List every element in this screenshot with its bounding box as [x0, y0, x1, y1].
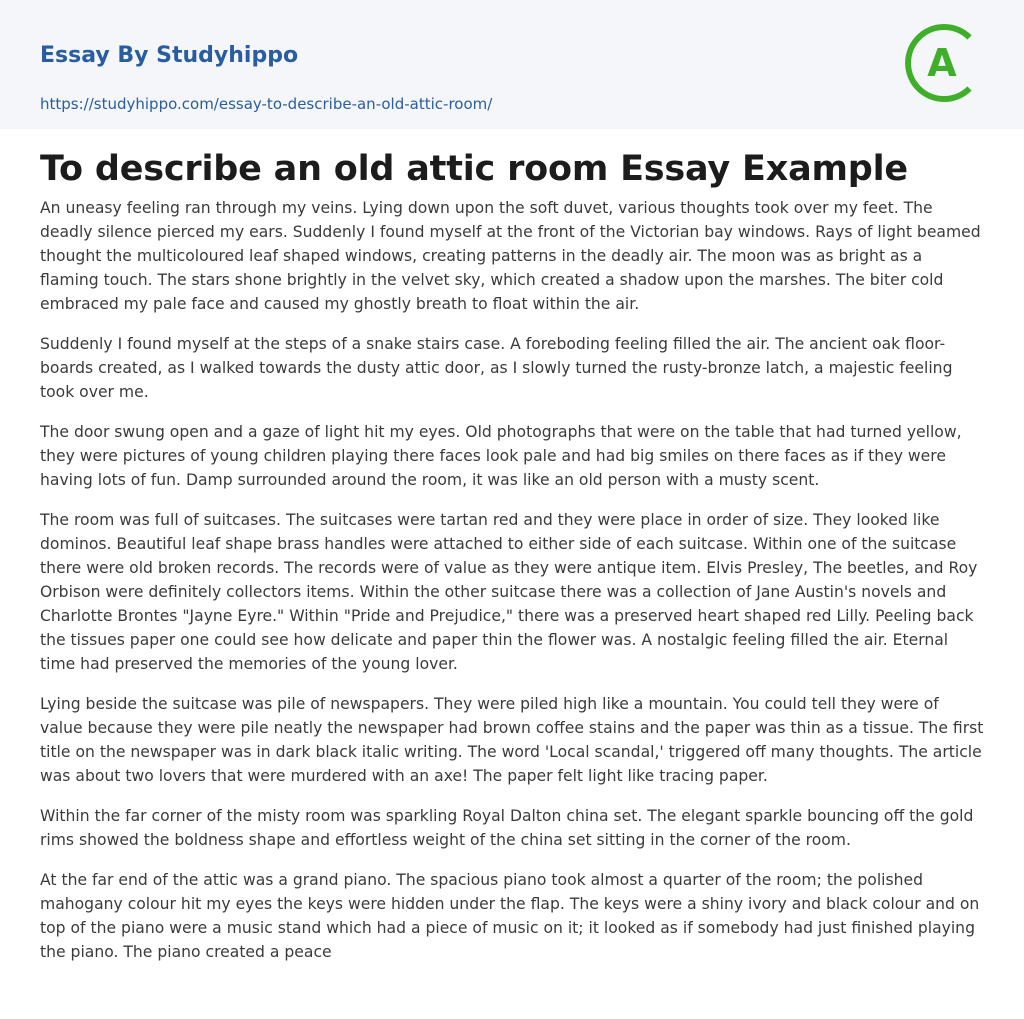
essay-paragraph: At the far end of the attic was a grand piano. The spacious piano took almost a quarter of the room; the polished mahogany colour hit my eyes the keys were hidden under the flap. The keys were a shiny ivory and black colour and on top of the piano were a music stand which had a piece of music on it; it looked as if somebody had just finished playing the piano. The piano created a peace	[40, 871, 980, 961]
essay-content	[0, 146, 1024, 964]
site-brand[interactable]: Essay By Studyhippo	[40, 43, 299, 68]
essay-paragraph: Lying beside the suitcase was pile of newspapers. They were piled high like a mountain. You could tell they were of value because they were pile neatly the newspaper had brown coffee stains and the paper was thin as a tissue. The first title on the newspaper was in dark black italic writing. The word 'Local scandal,' triggered off many thoughts. The article was about two lovers that were murdered with an axe! The paper felt light like tracing paper.	[40, 695, 984, 785]
source-url-link[interactable]: https://studyhippo.com/essay-to-describe-an-old-attic-room/	[40, 95, 493, 113]
essay-paragraph: An uneasy feeling ran through my veins. Lying down upon the soft duvet, various thoughts took over my feet. The deadly silence pierced my ears. Suddenly I found myself at the front of the Victorian bay windows. Rays of light beamed thought the multicoloured leaf shaped windows, creating patterns in the deadly air. The moon was as bright as a flaming touch. The stars shone brightly in the velvet sky, which created a shadow upon the marshes. The biter cold embraced my pale face and caused my ghostly breath to float within the air.	[40, 199, 981, 313]
logo-letter: A	[927, 41, 957, 85]
essay-paragraph: Within the far corner of the misty room was sparkling Royal Dalton china set. The elegant sparkle bouncing off the gold rims showed the boldness shape and effortless weight of the china set sitting in the corner of the room.	[40, 807, 974, 849]
site-header	[0, 0, 1024, 129]
studyhippo-logo-icon[interactable]	[899, 20, 985, 106]
essay-paragraph: Suddenly I found myself at the steps of a snake stairs case. A foreboding feeling filled the air. The ancient oak floor-boards created, as I walked towards the dusty attic door, as I slowly turned the rusty-bronze latch, a majestic feeling took over me.	[40, 335, 953, 401]
essay-paragraph: The door swung open and a gaze of light hit my eyes. Old photographs that were on the table that had turned yellow, they were pictures of young children playing there faces look pale and had big smiles on there faces as if they were having lots of fun. Damp surrounded around the room, it was like an old person with a musty scent.	[40, 423, 962, 489]
essay-paragraph: The room was full of suitcases. The suitcases were tartan red and they were place in order of size. They looked like dominos. Beautiful leaf shape brass handles were attached to either side of each suitcase. Within one of the suitcase there were old broken records. The records were of value as they were antique item. Elvis Presley, The beetles, and Roy Orbison were definitely collectors items. Within the other suitcase there was a collection of Jane Austin's novels and Charlotte Brontes "Jayne Eyre." Within "Pride and Prejudice," there was a preserved heart shaped red Lilly. Peeling back the tissues paper one could see how delicate and paper thin the flower was. A nostalgic feeling filled the air. Eternal time had preserved the memories of the young lover.	[40, 511, 978, 673]
essay-title: To describe an old attic room Essay Example	[40, 149, 908, 189]
